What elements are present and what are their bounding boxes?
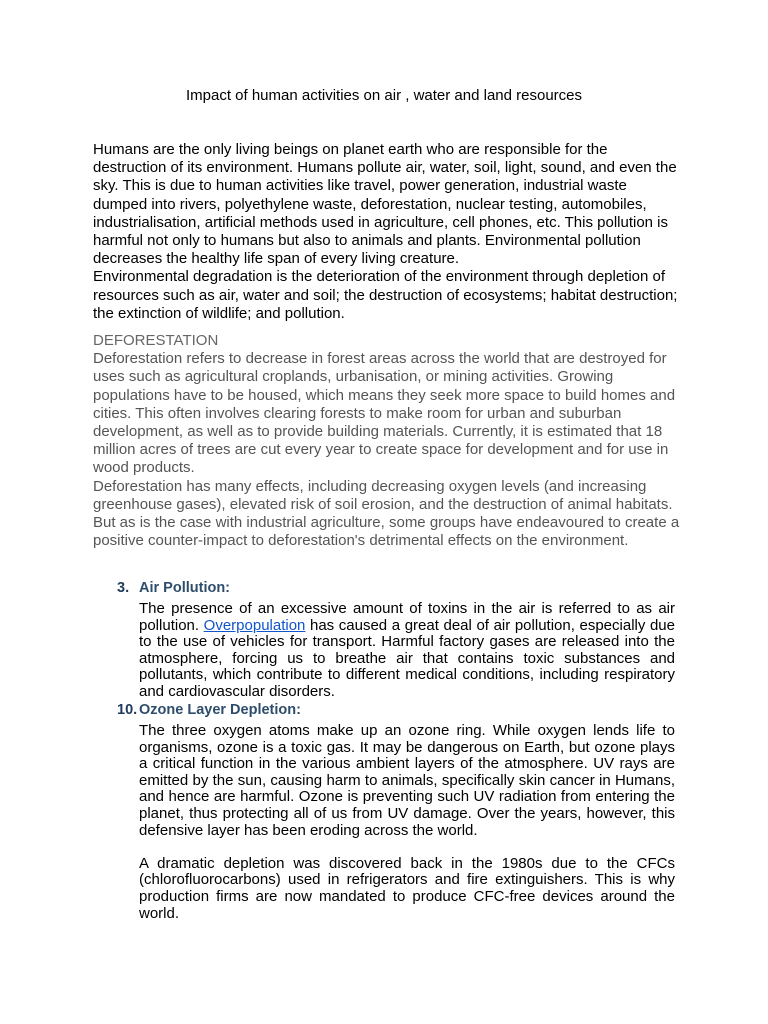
deforestation-paragraph: Deforestation has many effects, including decreasing oxygen levels (and increasing greenhouse gases), elevated risk of soil erosion, and the destruction of animal habitats. But as is the case with industrial agriculture, some groups have endeavoured to create a positive counter-impact to deforestation's detrimental effects on the environment. — [93, 477, 680, 550]
air-pollution-heading: Air Pollution: — [139, 580, 231, 596]
air-pollution-paragraph — [139, 601, 675, 701]
deforestation-paragraph: Deforestation refers to decrease in forest areas across the world that are destroyed for uses such as agricultural croplands, urbanisation, or mining activities. Growing populations have to be housed, which means they seek more space to build homes and cities. This often involves clearing forests to make room for urban and suburban development, as well as to provide building materials. Currently, it is estimated that 18 million acres of trees are cut every year to create space for development and for use in wood products. — [93, 350, 676, 477]
intro-section — [93, 141, 683, 323]
deforestation-section — [93, 332, 683, 550]
overpopulation-link[interactable]: Overpopulation — [203, 616, 306, 634]
document-title: Impact of human activities on air , water and land resources — [185, 87, 583, 104]
intro-paragraph: Humans are the only living beings on planet earth who are responsible for the destruction of its environment. Humans pollute air, water, soil, light, sound, and even the sky. This is due to human activities like travel, power generation, industrial waste dumped into rivers, polyethylene waste, deforestation, nuclear testing, automobiles, industrialisation, artificial methods used in agriculture, cell phones, etc. This pollution is harmful not only to humans but also to animals and plants. Environmental pollution decreases the healthy life span of every living creature. — [93, 141, 677, 268]
intro-paragraph: Environmental degradation is the deterioration of the environment through depletion of resources such as air, water and soil; the destruction of ecosystems; habitat destruction; the extinction of wildlife; and pollution. — [93, 268, 678, 322]
ozone-heading: Ozone Layer Depletion: — [139, 702, 301, 718]
ozone-paragraph: A dramatic depletion was discovered back in the 1980s due to the CFCs (chlorofluorocarbons) used in refrigerators and fire extinguishers. This is why production firms are now mandated to produce CFC-free devices around the world. — [139, 854, 675, 922]
paragraph-text: The presence of an excessive amount of toxins in the air is referred to as air pollution. — [139, 600, 675, 634]
ozone-paragraph: The three oxygen atoms make up an ozone ring. While oxygen lends life to organisms, ozone is a toxic gas. It may be dangerous on Earth, but ozone plays a critical function in the various ambient layers of the atmosphere. UV rays are emitted by the sun, causing harm to animals, specifically skin cancer in Humans, and hence are harmful. Ozone is preventing such UV radiation from entering the planet, thus protecting all of us from UV damage. Over the years, however, this defensive layer has been eroding across the world. — [139, 722, 675, 839]
ozone-paragraphs — [139, 723, 675, 922]
list-number: 10. — [117, 702, 138, 718]
deforestation-heading: DEFORESTATION — [93, 332, 219, 349]
list-number: 3. — [117, 580, 130, 596]
paragraph-text: has caused a great deal of air pollution, especially due to the use of vehicles for transport. Harmful factory gases are released into the atmosphere, forcing us to breathe air that contains toxic substances and pollutants, which contribute to different medical conditions, including respiratory and cardiovascular disorders. — [139, 616, 675, 700]
